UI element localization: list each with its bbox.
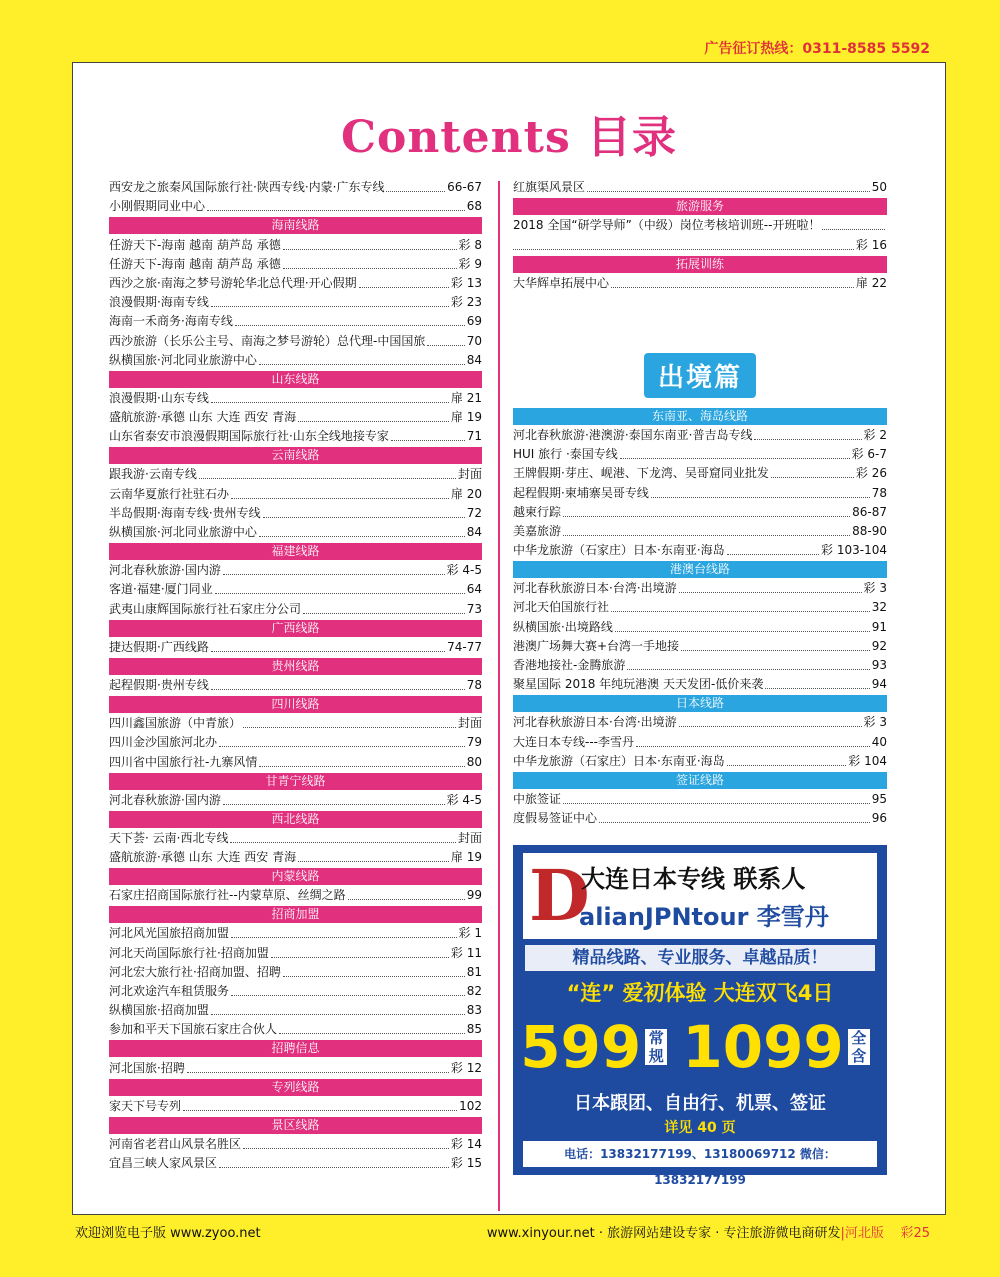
toc-entry-title: 西沙旅游（长乐公主号、南海之梦号游轮）总代理-中国国旅 [109, 333, 426, 348]
toc-entry-title: 盛航旅游·承德 山东 大连 西安 青海 [109, 410, 297, 425]
toc-entry[interactable] [109, 676, 482, 695]
dot-leader [211, 689, 465, 690]
column-divider [498, 181, 500, 1211]
section-header: 广西线路 [109, 620, 482, 637]
toc-entry-title: 河北春秋旅游·国内游 [109, 792, 221, 807]
toc-entry-page: 彩 6-7 [851, 447, 887, 462]
toc-entry-title: 武夷山康辉国际旅行社石家庄分公司 [109, 601, 302, 616]
dot-leader [727, 554, 819, 555]
toc-entry-title: 山东省泰安市浪漫假期国际旅行社·山东全线地接专家 [109, 429, 389, 444]
toc-entry-title: 港澳广场舞大赛+台湾一手地接 [513, 638, 680, 653]
toc-entry-title: 红旗渠风景区 [513, 180, 586, 195]
toc-entry-page: 彩 3 [863, 581, 887, 596]
dot-leader [727, 765, 847, 766]
toc-entry-title: 盛航旅游·承德 山东 大连 西安 青海 [109, 850, 297, 865]
dot-leader [587, 191, 870, 192]
toc-entry[interactable] [109, 733, 482, 752]
dot-leader [636, 746, 870, 747]
toc-entry-page: 彩 8 [458, 237, 482, 252]
contents-page [72, 62, 946, 1215]
dot-leader [223, 804, 445, 805]
footer-right [487, 1222, 930, 1241]
toc-entry-page: 彩 104 [848, 753, 887, 768]
ad-headline: 大连日本专线 联系人 [581, 865, 806, 893]
toc-entry[interactable] [109, 408, 482, 427]
toc-entry-page: 81 [466, 964, 482, 979]
toc-entry[interactable] [109, 465, 482, 484]
toc-entry[interactable] [513, 178, 887, 197]
ad-logo-letter: D [529, 854, 590, 937]
toc-entry-title: 度假易签证中心 [513, 811, 598, 826]
toc-entry[interactable] [109, 293, 482, 312]
toc-entry-title: 起程假期·贵州专线 [109, 677, 209, 692]
toc-entry[interactable] [513, 637, 887, 656]
toc-entry-title: 海南一禾商务·海南专线 [109, 314, 233, 329]
toc-entry-page: 66-67 [447, 180, 482, 195]
toc-entry-title: 河北国旅·招聘 [109, 1060, 185, 1075]
dot-leader [263, 517, 465, 518]
contents-right-column [513, 178, 887, 828]
dot-leader [259, 536, 465, 537]
toc-entry-page: 彩 103-104 [821, 543, 887, 558]
toc-entry[interactable] [109, 1097, 482, 1116]
footer-page-number: 彩25 [900, 1226, 930, 1241]
toc-entry-page: 彩 23 [450, 295, 482, 310]
toc-entry[interactable] [109, 752, 482, 771]
toc-entry[interactable] [109, 197, 482, 216]
ad-contact: 电话：13832177199、13180069712 微信：13832177199 [523, 1141, 877, 1167]
section-header: 日本线路 [513, 695, 887, 712]
toc-entry-page: 84 [466, 352, 482, 367]
toc-entry[interactable] [109, 924, 482, 943]
toc-entry-page: 79 [466, 735, 482, 750]
dot-leader [231, 937, 457, 938]
dot-leader [651, 497, 870, 498]
toc-entry-page: 彩 14 [450, 1136, 482, 1151]
dot-leader [271, 957, 449, 958]
dot-leader [187, 1072, 449, 1073]
section-header: 景区线路 [109, 1117, 482, 1134]
section-header: 贵州线路 [109, 658, 482, 675]
section-header: 旅游服务 [513, 198, 887, 215]
section-header: 东南亚、海岛线路 [513, 408, 887, 425]
toc-entry-page: 72 [466, 505, 482, 520]
toc-entry-page: 73 [466, 601, 482, 616]
toc-entry-page: 91 [871, 619, 887, 634]
toc-entry[interactable] [513, 483, 887, 502]
toc-entry-title: 香港地接社-金腾旅游 [513, 658, 626, 672]
toc-entry-page: 彩 15 [450, 1156, 482, 1171]
section-header: 西北线路 [109, 811, 482, 828]
toc-entry[interactable] [513, 522, 887, 541]
toc-entry[interactable] [109, 1020, 482, 1039]
dot-leader [771, 477, 854, 478]
ad-brand-line: alianJPNtour 李雪丹 [579, 903, 829, 931]
toc-entry[interactable] [109, 848, 482, 867]
toc-entry[interactable] [513, 713, 887, 732]
dot-leader [427, 345, 464, 346]
dot-leader [303, 613, 465, 614]
toc-entry[interactable] [109, 178, 482, 197]
toc-entry-page: 彩 2 [863, 427, 887, 442]
toc-entry[interactable] [109, 886, 482, 905]
toc-entry-page: 彩 13 [450, 275, 482, 290]
toc-entry-page: 83 [466, 1003, 482, 1018]
toc-entry-page: 64 [466, 582, 482, 597]
toc-entry-page: 扉 22 [855, 275, 887, 290]
toc-entry[interactable] [513, 617, 887, 636]
toc-entry[interactable] [513, 656, 887, 675]
toc-entry[interactable] [513, 541, 887, 560]
toc-entry[interactable] [109, 943, 482, 962]
toc-entry[interactable] [109, 1135, 482, 1154]
toc-entry[interactable] [109, 1154, 482, 1173]
toc-entry-title: 浪漫假期·海南专线 [109, 295, 209, 310]
toc-entry[interactable] [513, 579, 887, 598]
toc-entry-title: 河北风光国旅招商加盟 [109, 926, 230, 941]
section-header: 福建线路 [109, 543, 482, 560]
ad-see-page: 详见 40 页 [664, 1120, 736, 1136]
dot-leader [348, 899, 465, 900]
toc-entry[interactable] [109, 580, 482, 599]
toc-entry-page: 扉 21 [450, 390, 482, 405]
dot-leader [211, 402, 449, 403]
toc-entry[interactable] [109, 982, 482, 1001]
dot-leader [230, 842, 456, 843]
ad-price-all-in-label: 全含 [848, 1029, 870, 1065]
section-header: 港澳台线路 [513, 561, 887, 578]
dot-leader [235, 325, 465, 326]
toc-entry-title: 河北春秋旅游日本·台湾·出境游 [513, 581, 677, 596]
toc-entry[interactable] [513, 503, 887, 522]
toc-entry-title: 西沙之旅·南海之梦号游轮华北总代理·开心假期 [109, 275, 357, 290]
toc-entry-page: 96 [871, 811, 887, 826]
toc-entry-page: 封面 [457, 716, 482, 731]
ad-price-regular-label: 常规 [645, 1029, 667, 1065]
toc-entry-title: 天下荟· 云南·西北专线 [109, 830, 229, 845]
toc-entry-title: 河北春秋旅游·港澳游·泰国东南亚·普吉岛专线 [513, 427, 753, 442]
section-header: 专列线路 [109, 1079, 482, 1096]
toc-entry-page: 84 [466, 525, 482, 539]
dot-leader [298, 861, 449, 862]
dot-leader [611, 611, 870, 612]
dot-leader [279, 1033, 465, 1034]
toc-entry-page: 74-77 [447, 639, 482, 654]
toc-entry[interactable] [109, 484, 482, 503]
toc-entry-page: 彩 11 [450, 945, 482, 960]
toc-entry-page: 封面 [457, 830, 482, 845]
toc-entry[interactable] [513, 732, 887, 751]
section-header: 内蒙线路 [109, 868, 482, 885]
dot-leader [243, 727, 456, 728]
toc-entry-title: 半岛假期·海南专线·贵州专线 [109, 505, 261, 520]
toc-entry-page: 86-87 [852, 504, 887, 519]
toc-entry-page: 93 [871, 658, 887, 672]
toc-entry-page: 彩 4-5 [446, 563, 482, 578]
dot-leader [765, 688, 869, 689]
toc-entry-page: 102 [459, 1098, 482, 1113]
toc-entry[interactable] [513, 675, 887, 694]
dot-leader [283, 976, 465, 977]
toc-entry-title: 河北春秋旅游日本·台湾·出境游 [513, 715, 677, 730]
section-header: 云南线路 [109, 447, 482, 464]
dot-leader [822, 229, 885, 230]
toc-entry-title: 跟我游·云南专线 [109, 467, 197, 482]
toc-entry[interactable] [109, 963, 482, 982]
toc-entry-title: 任游天下-海南 越南 葫芦岛 承德 [109, 237, 281, 252]
toc-entry-page: 71 [466, 429, 482, 444]
toc-entry-title: 河北宏大旅行社·招商加盟、招聘 [109, 964, 281, 979]
region-title [513, 353, 887, 398]
toc-entry-page: 80 [466, 754, 482, 769]
section-header: 甘青宁线路 [109, 773, 482, 790]
toc-entry-title: 起程假期·柬埔寨吴哥专线 [513, 485, 649, 500]
dot-leader [223, 574, 445, 575]
dot-leader [513, 249, 854, 250]
dot-leader [359, 287, 449, 288]
toc-entry[interactable] [513, 445, 887, 464]
contents-left-column [109, 178, 482, 1173]
dot-leader [386, 191, 445, 192]
toc-entry-title: 小刚假期同业中心 [109, 199, 206, 214]
toc-entry-title: 宜昌三峡人家风景区 [109, 1156, 218, 1171]
section-header: 海南线路 [109, 217, 482, 234]
dot-leader [219, 746, 465, 747]
dot-leader [615, 631, 870, 632]
toc-entry[interactable] [109, 274, 482, 293]
toc-entry[interactable] [513, 790, 887, 809]
toc-entry-title: 云南华夏旅行社驻石办 [109, 486, 230, 501]
footer-slogan: www.xinyour.net · 旅游网站建设专家 · 专注旅游微电商研发 [486, 1226, 841, 1241]
toc-entry-page: 彩 12 [450, 1060, 482, 1075]
toc-entry[interactable] [109, 791, 482, 810]
toc-entry[interactable] [109, 561, 482, 580]
toc-entry[interactable] [109, 427, 482, 446]
toc-entry-page: 扉 19 [450, 850, 482, 865]
toc-entry-title: 中华龙旅游（石家庄）日本·东南亚·海岛 [513, 543, 725, 558]
ad-price-all-in: 1099 [682, 1013, 844, 1081]
toc-entry[interactable] [109, 389, 482, 408]
toc-entry-title: 中华龙旅游（石家庄）日本·东南亚·海岛 [513, 753, 725, 768]
dot-leader [283, 268, 457, 269]
dot-leader [219, 1167, 449, 1168]
dot-leader [627, 669, 869, 670]
toc-entry-page: 95 [871, 791, 887, 806]
toc-entry-title: 四川省中国旅行社-九寨风情 [109, 754, 258, 769]
toc-entry[interactable] [109, 1058, 482, 1077]
ad-prices [513, 1013, 887, 1083]
dot-leader [231, 498, 449, 499]
toc-entry[interactable] [109, 331, 482, 350]
toc-entry-title: 聚星国际 2018 年纯玩港澳 天天发团-低价来袭 [513, 677, 764, 692]
dot-leader [183, 1110, 457, 1111]
toc-entry-title: 捷达假期·广西线路 [109, 639, 209, 654]
dot-leader [563, 535, 850, 536]
toc-entry-title: 河北天尚国际旅行社·招商加盟 [109, 945, 269, 960]
dot-leader [681, 650, 870, 651]
toc-entry[interactable] [513, 426, 887, 445]
dot-leader [215, 593, 465, 594]
region-title-text: 出境篇 [644, 353, 756, 398]
ad-services: 日本跟团、自由行、机票、签证 [574, 1093, 826, 1114]
toc-entry-page: 32 [871, 600, 887, 615]
toc-entry[interactable] [109, 351, 482, 370]
toc-entry-title: HUI 旅行 ·泰国专线 [513, 447, 618, 462]
toc-entry-page: 68 [466, 199, 482, 214]
toc-entry[interactable] [109, 1001, 482, 1020]
toc-entry[interactable] [109, 255, 482, 274]
toc-entry-page: 82 [466, 984, 482, 998]
toc-entry-page: 封面 [457, 467, 482, 482]
dot-leader [243, 1148, 449, 1149]
toc-entry-page: 彩 26 [855, 466, 887, 481]
dot-leader [199, 478, 456, 479]
spacer [513, 293, 887, 347]
toc-entry-page: 85 [466, 1022, 482, 1037]
toc-entry-page: 99 [466, 888, 482, 903]
dalian-japan-tour-ad[interactable] [513, 845, 887, 1187]
footer-edition: |河北版 [840, 1226, 884, 1241]
toc-entry[interactable] [513, 752, 887, 771]
toc-entry-title: 大连日本专线---李雪丹 [513, 734, 634, 749]
toc-entry-title: 纵横国旅·招商加盟 [109, 1003, 209, 1018]
toc-entry-title: 四川金沙国旅河北办 [109, 735, 218, 750]
dot-leader [283, 249, 457, 250]
toc-entry-title: 河北春秋旅游·国内游 [109, 563, 221, 578]
toc-entry-page: 彩 16 [855, 237, 887, 252]
toc-entry-title: 任游天下-海南 越南 葫芦岛 承德 [109, 256, 281, 271]
dot-leader [679, 592, 862, 593]
toc-entry-title: 家天下号专列 [109, 1098, 182, 1113]
toc-entry[interactable] [109, 312, 482, 331]
toc-entry-page: 92 [871, 638, 887, 653]
dot-leader [207, 210, 465, 211]
toc-entry[interactable] [109, 504, 482, 523]
section-header: 签证线路 [513, 772, 887, 789]
dot-leader [679, 726, 862, 727]
toc-entry[interactable] [513, 216, 887, 235]
dot-leader [563, 803, 870, 804]
section-header: 拓展训练 [513, 256, 887, 273]
page-title: Contents 目录 [340, 112, 678, 163]
dot-leader [211, 306, 449, 307]
toc-entry[interactable] [109, 523, 482, 542]
dot-leader [211, 651, 445, 652]
ad-header-box [523, 853, 877, 939]
section-header: 四川线路 [109, 696, 482, 713]
dot-leader [259, 364, 465, 365]
toc-entry-title: 河南省老君山风景名胜区 [109, 1136, 242, 1151]
dot-leader [599, 822, 870, 823]
toc-entry-page: 彩 1 [458, 926, 482, 941]
toc-entry-page: 94 [871, 677, 887, 692]
toc-entry[interactable] [513, 809, 887, 828]
toc-entry-page: 彩 3 [863, 715, 887, 730]
toc-entry[interactable] [109, 638, 482, 657]
toc-entry-title: 石家庄招商国际旅行社--内蒙草原、丝绸之路 [109, 888, 346, 903]
ad-promo: “连” 爱初体验 大连双飞4日 [566, 981, 834, 1005]
toc-entry-title: 美嘉旅游 [513, 523, 562, 538]
dot-leader [391, 440, 465, 441]
toc-entry[interactable] [513, 235, 887, 254]
footer-website: 欢迎浏览电子版 www.zyoo.net [75, 1226, 261, 1241]
toc-entry[interactable] [109, 235, 482, 254]
toc-entry-title: 参加和平天下国旅石家庄合伙人 [109, 1022, 278, 1037]
dot-leader [620, 458, 850, 459]
section-header: 招商加盟 [109, 906, 482, 923]
dot-leader [231, 995, 465, 996]
toc-entry-page: 40 [871, 734, 887, 749]
toc-entry-title: 西安龙之旅秦风国际旅行社·陕西专线·内蒙·广东专线 [109, 180, 385, 195]
toc-entry-title: 越柬行踪 [513, 504, 562, 519]
section-header: 招聘信息 [109, 1040, 482, 1057]
toc-entry-page: 扉 20 [450, 486, 482, 501]
dot-leader [563, 516, 850, 517]
toc-entry[interactable] [109, 714, 482, 733]
dot-leader [611, 287, 854, 288]
toc-entry-title: 2018 全国“研学导师”（中级）岗位考核培训班--开班啦！ [513, 218, 821, 233]
dot-leader [211, 1014, 465, 1015]
toc-entry-title: 中旅签证 [513, 791, 562, 806]
toc-entry-title: 客道·福建·厦门同业 [109, 582, 213, 597]
toc-entry-page: 78 [466, 677, 482, 692]
toc-entry[interactable] [513, 274, 887, 293]
toc-entry-title: 大华辉卓拓展中心 [513, 275, 610, 290]
dot-leader [754, 439, 861, 440]
toc-entry[interactable] [513, 598, 887, 617]
toc-entry-title: 河北天伯国旅行社 [513, 600, 610, 615]
toc-entry-page: 彩 4-5 [446, 792, 482, 807]
toc-entry-title: 纵横国旅·河北同业旅游中心 [109, 525, 257, 539]
dot-leader [259, 766, 464, 767]
toc-entry-page: 彩 9 [458, 256, 482, 271]
toc-entry-page: 69 [466, 314, 482, 329]
section-header: 山东线路 [109, 371, 482, 388]
toc-entry-page: 88-90 [852, 523, 887, 538]
toc-entry-title: 河北欢途汽车租赁服务 [109, 984, 230, 998]
toc-entry-page: 78 [871, 485, 887, 500]
ad-tagline: 精品线路、专业服务、卓越品质！ [525, 945, 875, 971]
dot-leader [298, 421, 449, 422]
toc-entry-title: 王牌假期·芽庄、岘港、下龙湾、吴哥窟同业批发 [513, 466, 769, 481]
toc-entry-title: 四川鑫国旅游（中青旅） [109, 716, 242, 731]
toc-entry-title: 浪漫假期·山东专线 [109, 390, 209, 405]
toc-entry-title: 纵横国旅·河北同业旅游中心 [109, 352, 257, 367]
toc-entry-page: 扉 19 [450, 410, 482, 425]
ad-price-regular: 599 [520, 1013, 642, 1081]
toc-entry-title: 纵横国旅·出境路线 [513, 619, 613, 634]
toc-entry[interactable] [109, 599, 482, 618]
toc-entry-page: 70 [466, 333, 482, 348]
toc-entry-page: 50 [871, 180, 887, 195]
toc-entry[interactable] [513, 464, 887, 483]
toc-entry[interactable] [109, 829, 482, 848]
ad-hotline: 广告征订热线：0311-8585 5592 [704, 41, 930, 57]
